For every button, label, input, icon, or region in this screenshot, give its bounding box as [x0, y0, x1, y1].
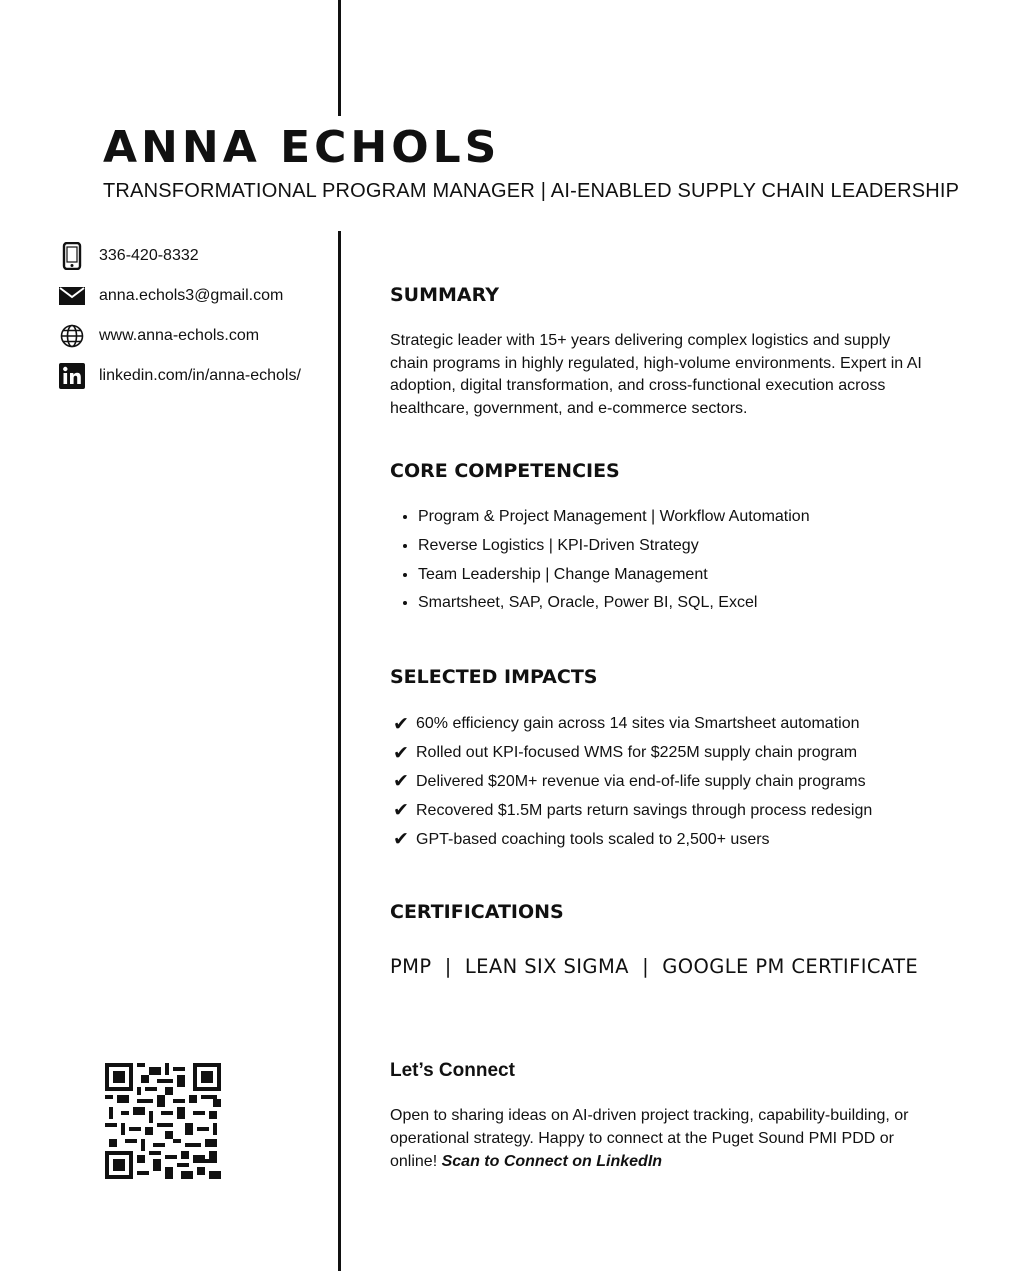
list-item — [393, 768, 872, 797]
contact-email — [58, 276, 328, 316]
candidate-title: TRANSFORMATIONAL PROGRAM MANAGER | AI-ENABLED SUPPLY CHAIN LEADERSHIP — [103, 180, 960, 202]
checkmark-icon: ✔ — [393, 829, 409, 851]
connect-text — [390, 1105, 935, 1173]
certifications-heading: CERTIFICATIONS — [390, 901, 564, 923]
impact-text: Rolled out KPI-focused WMS for $225M supply chain program — [416, 744, 858, 762]
contact-website — [58, 316, 328, 356]
email-address[interactable]: anna.echols3@gmail.com — [99, 287, 284, 304]
qr-modules — [105, 1063, 221, 1179]
website-url[interactable]: www.anna-echols.com — [99, 327, 260, 344]
certifications-text: PMP | LEAN SIX SIGMA | GOOGLE PM CERTIFICATE — [390, 955, 919, 978]
contact-phone — [58, 236, 328, 276]
checkmark-icon: ✔ — [393, 800, 409, 822]
competencies-heading: CORE COMPETENCIES — [390, 460, 620, 482]
divider-main — [338, 231, 341, 1271]
impacts-list — [393, 710, 872, 854]
list-item — [393, 710, 872, 739]
impact-text: GPT-based coaching tools scaled to 2,500+ users — [416, 830, 770, 848]
summary-heading: SUMMARY — [390, 284, 499, 306]
summary-text: Strategic leader with 15+ years delivering complex logistics and supply chain programs in highly regulated, high-volume environments. Expert in AI adoption, digital transformation, and cross-functional execution across healthcare, government, and e-commerce sectors. — [390, 332, 922, 417]
connect-body: Open to sharing ideas on AI-driven project tracking, capability-building, or operational strategy. Happy to connect at the Puget Sound PMI PDD or online! — [390, 1107, 909, 1170]
list-item: • Program & Project Management | Workflow Automation — [418, 505, 810, 534]
impact-text: 60% efficiency gain across 14 sites via Smartsheet automation — [416, 715, 860, 733]
linkedin-url[interactable]: linkedin.com/in/anna-echols/ — [99, 367, 301, 384]
linkedin-icon — [58, 362, 86, 390]
list-item — [393, 739, 872, 768]
checkmark-icon: ✔ — [393, 713, 409, 735]
qr-code[interactable] — [105, 1063, 221, 1179]
list-item: • Smartsheet, SAP, Oracle, Power BI, SQL, Excel — [418, 591, 810, 620]
list-item — [393, 825, 872, 854]
contact-list — [58, 236, 328, 396]
impact-text: Delivered $20M+ revenue via end-of-life supply chain programs — [416, 772, 866, 790]
checkmark-icon: ✔ — [393, 742, 409, 764]
checkmark-icon: ✔ — [393, 771, 409, 793]
impact-text: Recovered $1.5M parts return savings through process redesign — [416, 801, 873, 819]
connect-cta: Scan to Connect on LinkedIn — [441, 1152, 663, 1170]
competencies-list — [390, 505, 810, 620]
connect-heading: Let’s Connect — [390, 1060, 515, 1081]
candidate-name: ANNA ECHOLS — [103, 122, 501, 173]
list-item: • Reverse Logistics | KPI-Driven Strategy — [418, 534, 810, 563]
phone-number[interactable]: 336-420-8332 — [99, 247, 199, 264]
email-icon — [58, 282, 86, 310]
globe-icon — [58, 322, 86, 350]
phone-icon — [58, 242, 86, 270]
list-item: • Team Leadership | Change Management — [418, 563, 810, 592]
impacts-heading: SELECTED IMPACTS — [390, 666, 598, 688]
list-item — [393, 796, 872, 825]
divider-top — [338, 0, 341, 116]
contact-linkedin — [58, 356, 328, 396]
